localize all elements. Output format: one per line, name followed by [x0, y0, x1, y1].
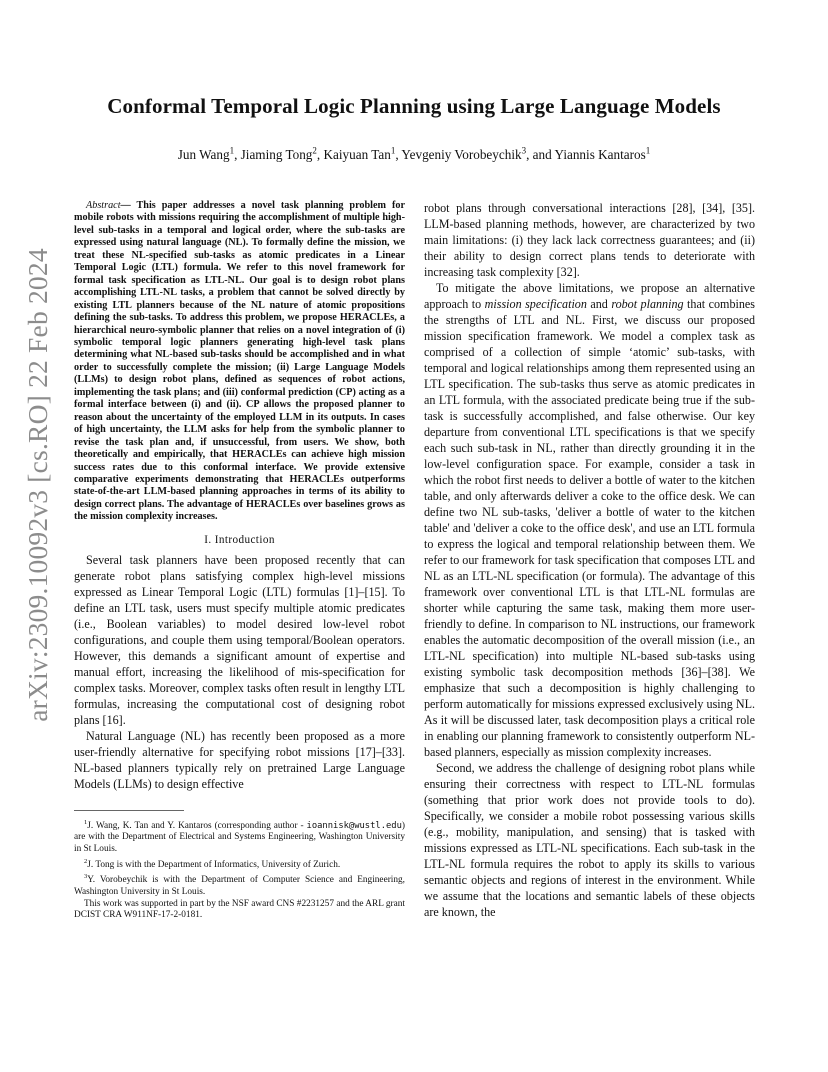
abstract-text: — This paper addresses a novel task planning problem for mobile robots with missions requiring the accomplishment of multiple high-level sub-tasks in a temporal and logical order, where the sub-tasks are expressed using natural language (NL). To formally define the mission, we treat these NL-specified sub-tasks as atomic predicates in a Linear Temporal Logic (LTL) formula. We refer to this novel framework for formal task specification as LTL-NL. Our goal is to design robot plans accomplishing LTL-NL tasks, a problem that cannot be solved directly by existing LTL planners because of the NL nature of atomic propositions defining the sub-tasks. To address this problem, we propose HERACLEs, a hierarchical neuro-symbolic planner that relies on a novel integration of (i) symbolic temporal logic planners generating high-level task plans determining what NL-based sub-tasks should be accomplished and in what order to successfully complete the mission; (ii) Large Language Models (LLMs) to design robot plans, defined as sequences of robot actions, implementing the task plans; and (iii) conformal prediction (CP) acting as a formal interface between (i) and (ii). CP allows the proposed planner to reason about the uncertainty of the employed LLM in its outputs. In cases of high uncertainty, the LLM asks for help from the symbolic planner to revise the task plan and, if unsuccessful, from users. We show, both theoretically and empirically, that HERACLEs can achieve high mission success rates due to this conformal interface. We provide extensive comparative experiments demonstrating that HERACLEs outperforms state-of-the-art LLM-based planning approaches in terms of its ability to design correct plans. The advantage of HERACLEs over baselines grows as the mission complexity increases. [74, 200, 405, 523]
author: Jiaming Tong$^2$, [240, 146, 324, 163]
section-heading-introduction: I. Introduction [204, 533, 275, 546]
paragraph: Natural Language (NL) has recently been proposed as a more user-friendly alternative for specifying robot missions [17]–[33]. NL-based planners typically rely on pretrained Large Language Models (LLMs) to design effective [74, 728, 405, 791]
footnotes [74, 817, 405, 922]
left-column [74, 200, 405, 922]
abstract-label: Abstract [86, 200, 121, 211]
author-list [0, 146, 828, 163]
paragraph: robot plans through conversational interactions [28], [34], [35]. LLM-based planning methods, however, are characterized by two main limitations: (i) they lack lack correctness guarantees; and (ii) their ability to design correct plans tends to deteriorate with increasing task complexity [32]. [424, 201, 755, 279]
paragraph: To mitigate the above limitations, we propose an alternative approach to mission specification and robot planning that combines the strengths of LTL and NL. First, we discuss our proposed mission specification framework. We model a complex task as comprised of a collection of simple ‘atomic’ sub-tasks, with temporal and logical relationships among them represented using an LTL specification. The sub-tasks thus serve as atomic predicates in an LTL formula, with the associated predicate being true if the sub-task is successfully accomplished, and false otherwise. Our key departure from conventional LTL specifications is that we specify each such sub-task in NL, rather than directly grounding it in the low-level configuration space. For example, consider a task in which the robot first needs to deliver a bottle of water to the kitchen table, and only afterwards deliver a coke to the office desk. We can define two NL sub-tasks, 'deliver a bottle of water to the kitchen table' and 'deliver a coke to the office desk', and use an LTL formula to express the logical and temporal relationship between them. We refer to our framework for task specification that composes LTL and NL as an LTL-NL specification (or formula). The advantage of this framework over conventional LTL is that LTL-NL formulas are shorter while capturing the same task, making them more user-friendly to define. In comparison to NL instructions, our framework enables the automatic decomposition of the overall mission (i.e., an LTL-NL specification) into multiple NL-based sub-tasks using existing symbolic task decomposition methods [36]–[38]. We emphasize that such a decomposition is highly challenging to perform automatically for missions expressed exclusively using NL. As it will be discussed later, task decomposition plays a critical role in enabling our planning framework to consistently outperform NL-based planners, especially as mission complexity increases. [424, 281, 755, 759]
introduction-body-left [74, 552, 405, 792]
author: Kaiyuan Tan$^1$, [323, 146, 402, 163]
email-link[interactable]: ioannisk@wustl.edu [306, 820, 402, 831]
paper-title: Conformal Temporal Logic Planning using Large Language Models [107, 94, 721, 118]
footnote-1: $^1$J. Wang, K. Tan and Y. Kantaros (corresponding author - ioannisk@wustl.edu) are with the Department of Electrical and Systems Engineering, Washington University in St Louis. [74, 818, 405, 855]
footnote-divider [74, 810, 184, 811]
author: Yiannis Kantaros$^1$ [554, 146, 651, 163]
arxiv-identifier[interactable]: arXiv:2309.10092v3 [cs.RO] 22 Feb 2024 [22, 248, 53, 722]
right-column [424, 200, 755, 920]
footnote-2: $^2$J. Tong is with the Department of Informatics, University of Zurich. [84, 857, 341, 870]
author: Jun Wang$^1$, [177, 146, 241, 163]
funding-note: This work was supported in part by the NSF award CNS #2231257 and the ARL grant DCIST CRA W911NF-17-2-0181. [74, 898, 405, 921]
paragraph: Several task planners have been proposed recently that can generate robot plans satisfying complex high-level missions expressed as Linear Temporal Logic (LTL) formulas [1]–[15]. To define an LTL task, users must specify multiple atomic predicates (i.e., Boolean variables) to model desired low-level robot configurations, and couple them using temporal/Boolean operators. However, this demands a significant amount of expertise and manual effort, increasing the likelihood of mis-specification for complex tasks. Moreover, complex tasks often result in lengthy LTL formulas, increasing the computational cost of designing robot plans [16]. [74, 552, 405, 727]
footnote-3: $^3$Y. Vorobeychik is with the Department of Computer Science and Engineering, Washington University in St Louis. [74, 873, 405, 898]
author: Yevgeniy Vorobeychik$^3$, and [401, 146, 555, 163]
abstract [74, 200, 405, 524]
arxiv-stamp [22, 248, 54, 722]
paragraph: Second, we address the challenge of designing robot plans while ensuring their correctness with respect to LTL-NL formulas (something that prior work does not provide tools to do). Specifically, we consider a mobile robot possessing various skills (e.g., mobility, manipulation, and sensing) that is tasked with missions expressed as LTL-NL specifications. Each sub-task in the LTL-NL formula requires the robot to apply its skills to various semantic objects and regions of interest in the environment. While we assume that the locations and semantic labels of these objects are known, the [424, 761, 755, 919]
